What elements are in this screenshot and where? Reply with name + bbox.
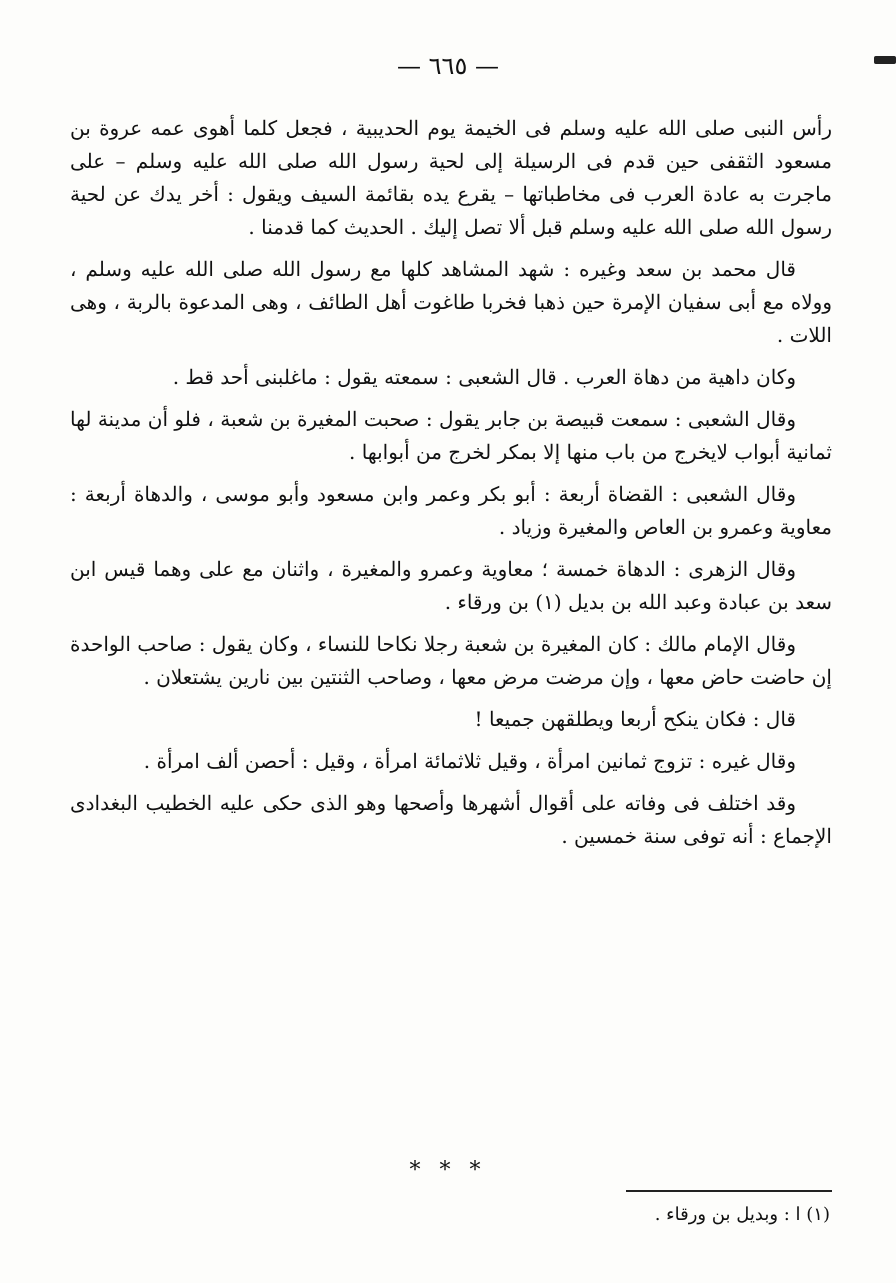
body-text <box>70 112 832 862</box>
paragraph-7: وقال الإمام مالك : كان المغيرة بن شعبة رجلا نكاحا للنساء ، وكان يقول : صاحب الواحدة إن حاضت حاض معها ، وإن مرضت مرض معها ، وصاحب الثنتين بين نارين يشتعلان . <box>70 632 832 689</box>
paragraph-1: رأس النبى صلى الله عليه وسلم فى الخيمة يوم الحديبية ، فجعل كلما أهوى عمه عروة بن مسعود الثقفى حين قدم فى الرسيلة إلى لحية رسول الله صلى الله عليه وسلم – على ماجرت به عادة العرب فى مخاطباتها – يقرع يده بقائمة السيف ويقول : أخر يدك عن لحية رسول الله صلى الله عليه وسلم قبل ألا تصل إليك . الحديث كما قدمنا . <box>70 116 832 239</box>
paragraph-3: وكان داهية من دهاة العرب . قال الشعبى : سمعته يقول : ماغلبنى أحد قط . <box>172 365 796 389</box>
paragraph-5: وقال الشعبى : القضاة أربعة : أبو بكر وعمر وابن مسعود وأبو موسى ، والدهاة أربعة : معاوية وعمرو بن العاص والمغيرة وزياد . <box>70 482 832 539</box>
paragraph-4: وقال الشعبى : سمعت قبيصة بن جابر يقول : صحبت المغيرة بن شعبة ، فلو أن مدينة لها ثمانية أبواب لايخرج من باب منها إلا بمكر لخرج من أبوابها . <box>70 407 832 464</box>
page-number: — ٦٦٥ — <box>397 52 499 80</box>
footnote-rule <box>626 1190 832 1192</box>
paragraph-10: وقد اختلف فى وفاته على أقوال أشهرها وأصحها وهو الذى حكى عليه الخطيب البغدادى الإجماع : أنه توفى سنة خمسين . <box>70 791 832 848</box>
paragraph-9: وقال غيره : تزوج ثمانين امرأة ، وقيل ثلاثمائة امرأة ، وقيل : أحصن ألف امرأة . <box>143 749 796 773</box>
paragraph-8: قال : فكان ينكح أربعا ويطلقهن جميعا ! <box>474 707 796 731</box>
paragraph-2: قال محمد بن سعد وغيره : شهد المشاهد كلها مع رسول الله صلى الله عليه وسلم ، وولاه مع أبى سفيان الإمرة حين ذهبا فخربا طاغوت أهل الطائف ، وهى المدعوة بالربة ، وهى اللات . <box>70 257 832 347</box>
section-separator: * * * <box>409 1158 487 1183</box>
paragraph-6: وقال الزهرى : الدهاة خمسة ؛ معاوية وعمرو والمغيرة ، واثنان مع على وهما قيس ابن سعد بن عبادة وعبد الله بن بديل (١) بن ورقاء . <box>70 557 832 614</box>
footnote: (١) ا : وبديل بن ورقاء . <box>654 1204 830 1225</box>
